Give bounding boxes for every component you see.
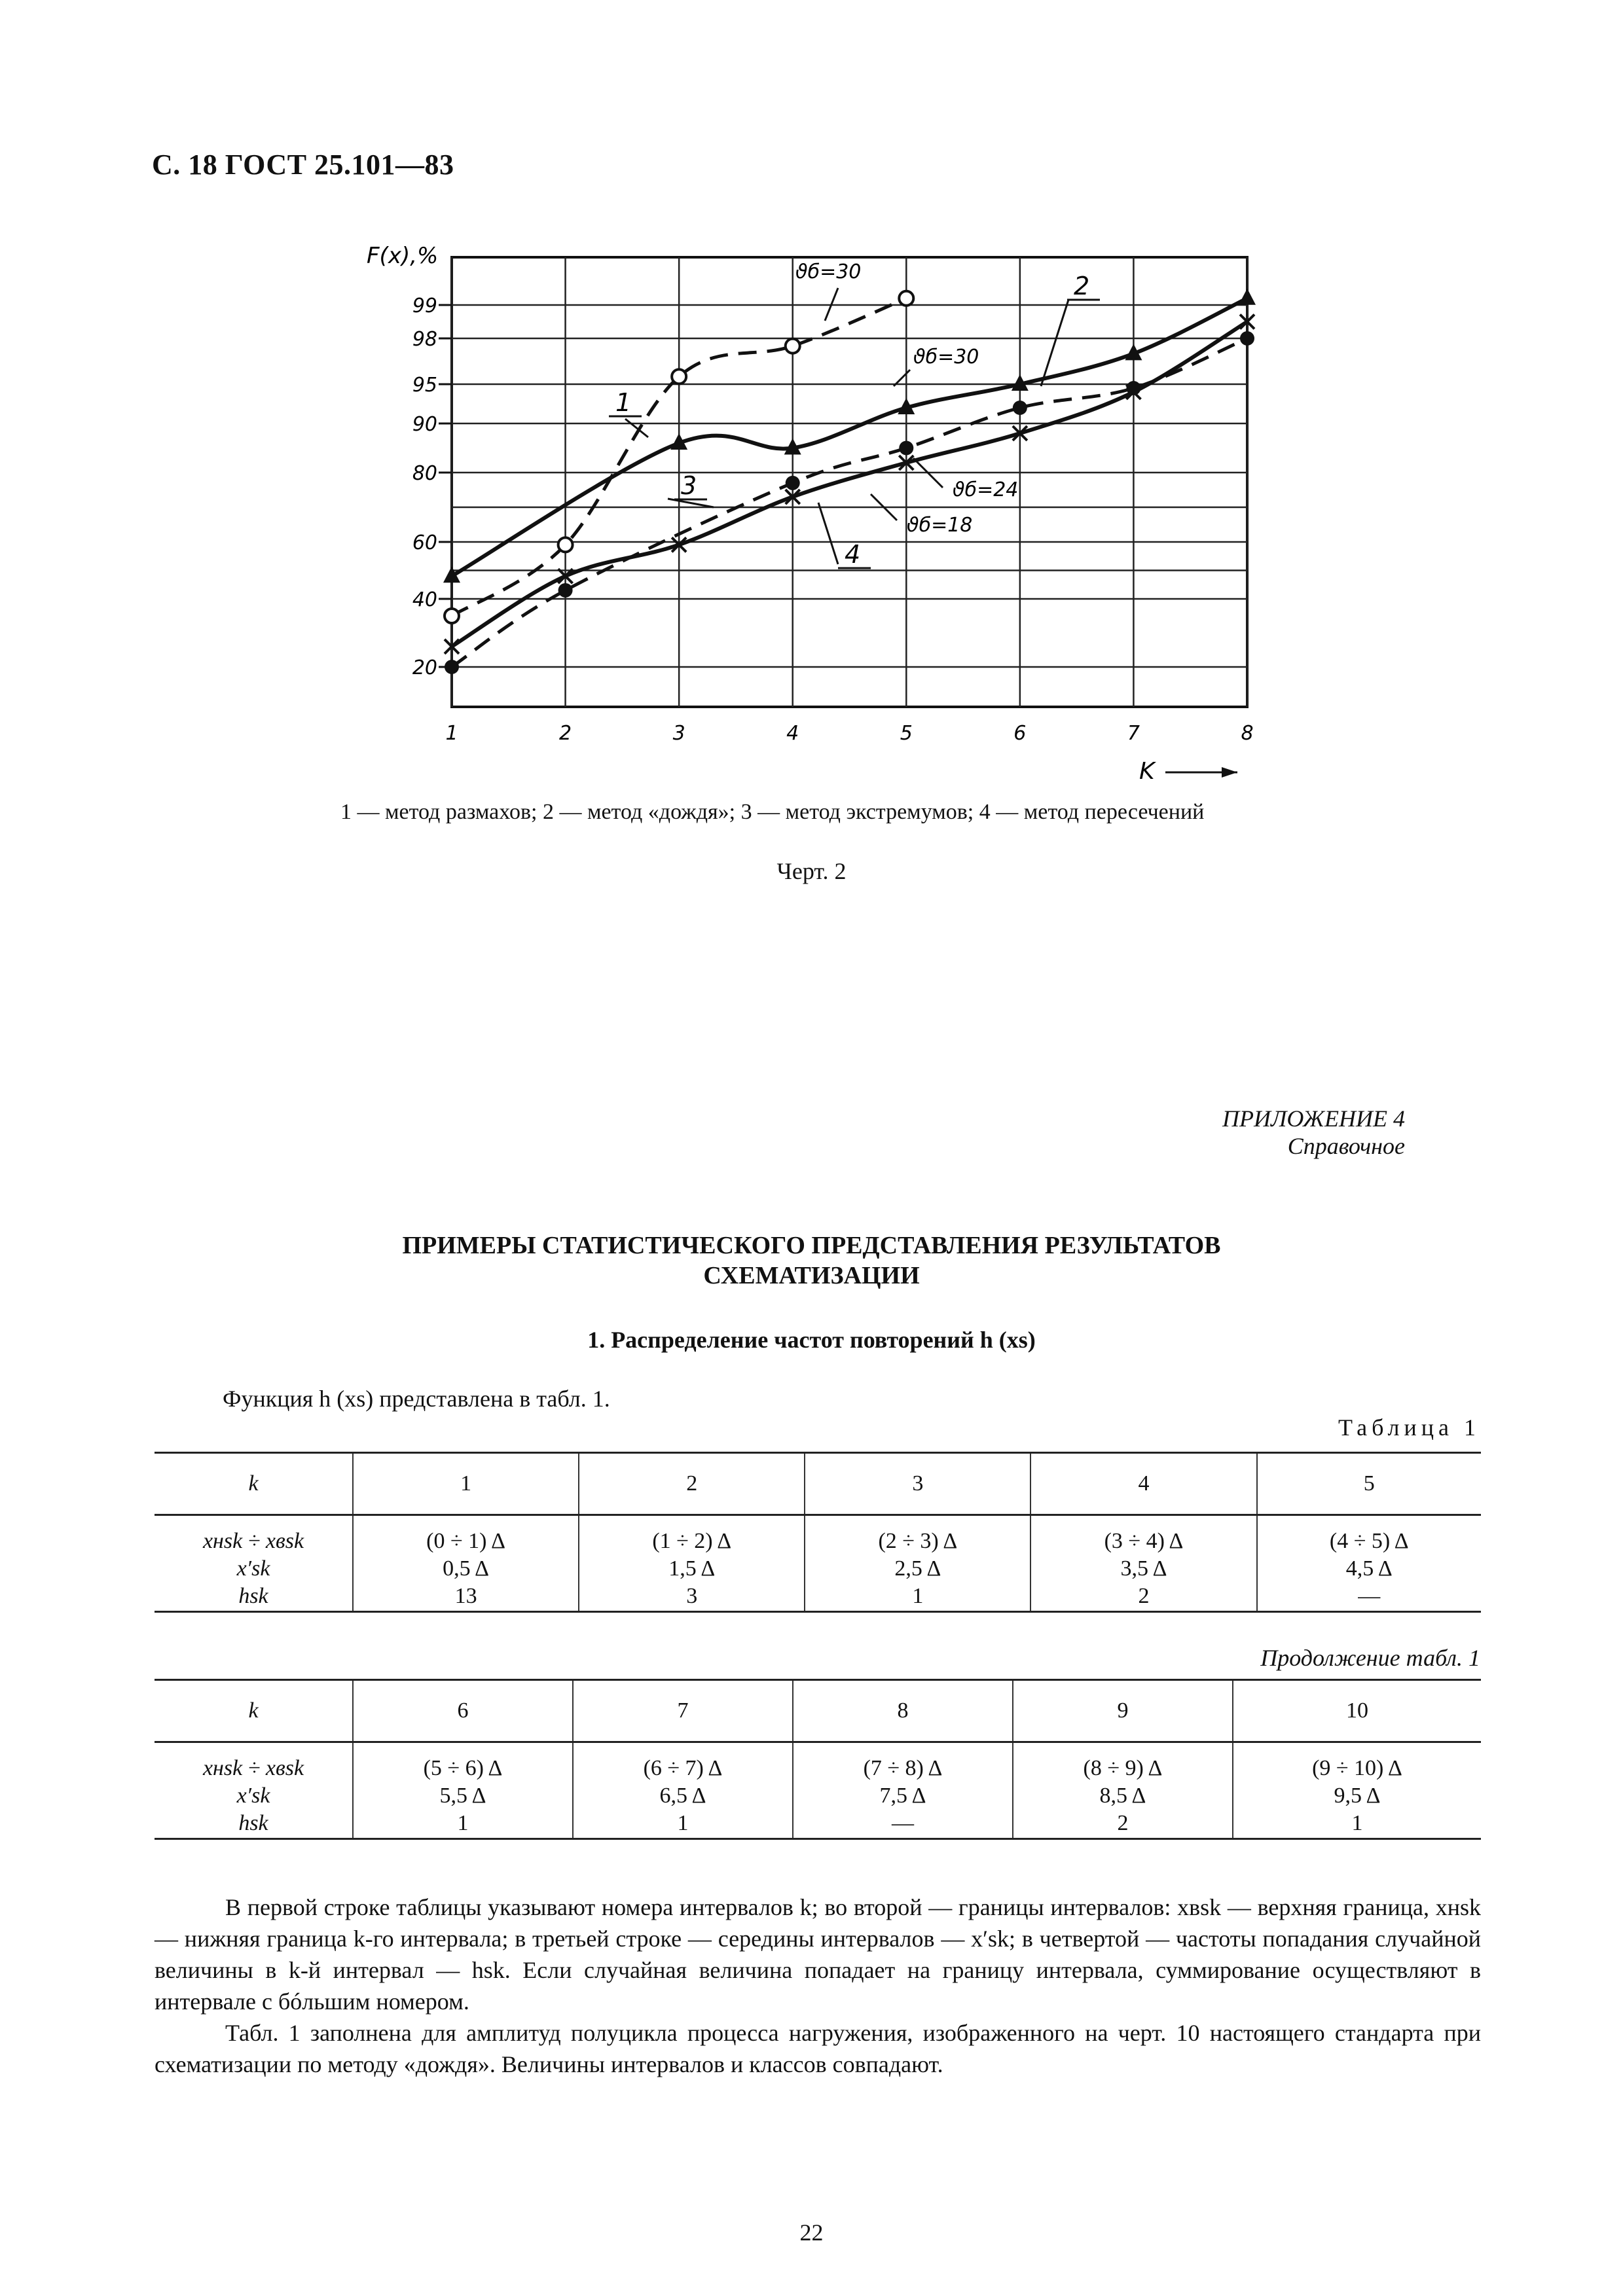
- cell-value: (9 ÷ 10) Δ: [1312, 1756, 1402, 1780]
- table-cell: [579, 1515, 805, 1612]
- y-tick-label: 95: [412, 374, 437, 397]
- table-header-cell: 9: [1013, 1680, 1233, 1742]
- table2: [155, 1679, 1481, 1840]
- section-title-line1: ПРИМЕРЫ СТАТИСТИЧЕСКОГО ПРЕДСТАВЛЕНИЯ РЕЗУЛЬТАТОВ: [402, 1232, 1221, 1259]
- point-filled-circle: [1240, 331, 1254, 346]
- appendix-title: [1222, 1105, 1405, 1160]
- body-text: [155, 1892, 1481, 2080]
- y-tick-label: 99: [412, 295, 437, 317]
- page-number: 22: [799, 2219, 824, 2246]
- y-tick-label: 80: [412, 462, 437, 485]
- cell-value: (0 ÷ 1) Δ: [426, 1529, 505, 1553]
- table-header-cell: 8: [793, 1680, 1013, 1742]
- appendix-number: ПРИЛОЖЕНИЕ 4: [1222, 1105, 1405, 1132]
- cell-value: 9,5 Δ: [1334, 1784, 1381, 1808]
- point-filled-circle: [558, 583, 573, 598]
- nu-annotation: ϑб=24: [953, 478, 1019, 501]
- table-header-cell: 1: [353, 1453, 579, 1515]
- y-tick-label: 90: [412, 413, 437, 436]
- y-tick-label: 98: [412, 328, 437, 351]
- cell-value: —: [891, 1811, 914, 1835]
- table1: [155, 1452, 1481, 1613]
- cell-value: 2: [1138, 1584, 1150, 1608]
- x-tick-label: 5: [900, 722, 913, 745]
- x-axis-label: K: [1139, 758, 1155, 785]
- cell-value: 1: [457, 1811, 469, 1835]
- cell-value: 7,5 Δ: [879, 1784, 926, 1808]
- table-header-cell: 4: [1030, 1453, 1256, 1515]
- point-open-circle: [899, 291, 913, 306]
- cell-value: —: [1358, 1584, 1381, 1608]
- point-filled-circle: [899, 441, 913, 456]
- cell-value: 13: [454, 1584, 477, 1608]
- series-curve: [452, 322, 1247, 647]
- table-cell: [1030, 1515, 1256, 1612]
- table-cell: [805, 1515, 1030, 1612]
- point-triangle: [1239, 289, 1256, 305]
- table-header-k: k: [155, 1453, 353, 1515]
- cell-value: 4,5 Δ: [1345, 1556, 1393, 1581]
- table-cell: [353, 1515, 579, 1612]
- table-cell: [573, 1742, 793, 1839]
- cell-value: 2: [1117, 1811, 1129, 1835]
- table-row-labels: [155, 1742, 353, 1839]
- table-cell: [793, 1742, 1013, 1839]
- point-open-circle: [445, 609, 459, 623]
- point-open-circle: [786, 339, 800, 353]
- y-tick-label: 40: [412, 588, 437, 611]
- cell-value: 1,5 Δ: [668, 1556, 716, 1581]
- cell-value: (3 ÷ 4) Δ: [1104, 1529, 1184, 1553]
- cell-value: 3,5 Δ: [1120, 1556, 1167, 1581]
- curve-label: 2: [1074, 272, 1090, 300]
- point-filled-circle: [1013, 401, 1027, 415]
- y-axis-label: F(x),%: [367, 243, 439, 269]
- cell-value: (5 ÷ 6) Δ: [423, 1756, 503, 1780]
- table-header-cell: 2: [579, 1453, 805, 1515]
- x-tick-label: 8: [1241, 722, 1254, 745]
- body-paragraph-1: В первой строке таблицы указывают номера интервалов k; во второй — границы интервалов: xвsk — верхняя граница, xнsk — нижняя граница k-го интервала; в третьей строке — середины интервалов — x′sk; в четвертой — частоты попадания случайной величины в k-й интервал — hsk. Если случайная величина попадает на границу интервала, суммирование осуществляют в интервале с бóльшим номером.: [155, 1894, 1481, 2015]
- nu-annotation: ϑб=30: [913, 346, 979, 368]
- series-curve: [452, 298, 1247, 576]
- x-tick-label: 2: [559, 722, 572, 745]
- table-cell: [1257, 1515, 1481, 1612]
- table-header-cell: 5: [1257, 1453, 1481, 1515]
- table-cell: [1013, 1742, 1233, 1839]
- curve-label: 3: [681, 471, 697, 500]
- chart-labels: [367, 243, 1254, 785]
- chart-curves: [452, 298, 1247, 667]
- subsection-title: 1. Распределение частот повторений h (xs): [587, 1327, 1036, 1353]
- table-header-k: k: [155, 1680, 353, 1742]
- x-axis-arrowhead: [1222, 767, 1237, 778]
- curve-label: 4: [845, 540, 861, 569]
- point-open-circle: [558, 537, 573, 552]
- point-filled-circle: [445, 660, 459, 674]
- table-header-cell: 7: [573, 1680, 793, 1742]
- nu-annotation: ϑб=18: [907, 514, 973, 537]
- point-open-circle: [672, 369, 686, 384]
- cell-value: 1: [912, 1584, 924, 1608]
- x-tick-label: 4: [786, 722, 799, 745]
- row-label: xнsk ÷ xвsk: [202, 1756, 304, 1780]
- body-paragraph-2: Табл. 1 заполнена для амплитуд полуцикла процесса нагружения, изображенного на черт. 10 настоящего стандарта при схематизации по методу «дождя». Величины интервалов и классов совпадают.: [155, 2020, 1481, 2077]
- cell-value: 3: [686, 1584, 698, 1608]
- table-cell: [353, 1742, 573, 1839]
- table-header-cell: 6: [353, 1680, 573, 1742]
- cell-value: (2 ÷ 3) Δ: [878, 1529, 958, 1553]
- row-label: x′sk: [236, 1556, 270, 1581]
- table2-label: Продолжение табл. 1: [1260, 1645, 1480, 1671]
- probability-chart: [0, 0, 1623, 785]
- cell-value: 1: [677, 1811, 689, 1835]
- curve-label: 1: [615, 388, 632, 417]
- point-filled-circle: [786, 476, 800, 490]
- curve-label-leader: [818, 503, 838, 564]
- cell-value: 8,5 Δ: [1099, 1784, 1146, 1808]
- y-tick-label: 60: [412, 531, 437, 554]
- x-tick-label: 1: [445, 722, 458, 745]
- cell-value: 2,5 Δ: [894, 1556, 941, 1581]
- page-header: С. 18 ГОСТ 25.101—83: [152, 149, 454, 181]
- appendix-subtitle: Справочное: [1287, 1133, 1405, 1159]
- nu-annotation: ϑб=30: [795, 260, 862, 283]
- section-title: [0, 1230, 1623, 1291]
- cell-value: 0,5 Δ: [443, 1556, 490, 1581]
- cell-value: (4 ÷ 5) Δ: [1329, 1529, 1409, 1553]
- x-tick-label: 6: [1013, 722, 1027, 745]
- row-label: hsk: [238, 1811, 268, 1835]
- cell-value: 6,5 Δ: [659, 1784, 706, 1808]
- row-label: xнsk ÷ xвsk: [202, 1529, 304, 1553]
- cell-value: (1 ÷ 2) Δ: [652, 1529, 732, 1553]
- intro-text: Функция h (xs) представлена в табл. 1.: [223, 1386, 610, 1412]
- table-row: [155, 1515, 1481, 1612]
- x-tick-label: 3: [672, 722, 685, 745]
- section-title-line2: СХЕМАТИЗАЦИИ: [703, 1262, 920, 1289]
- cell-value: (6 ÷ 7) Δ: [643, 1756, 723, 1780]
- y-tick-label: 20: [412, 656, 437, 679]
- x-tick-label: 7: [1127, 722, 1140, 745]
- cell-value: (8 ÷ 9) Δ: [1083, 1756, 1163, 1780]
- row-label: x′sk: [236, 1784, 270, 1808]
- cell-value: 1: [1351, 1811, 1363, 1835]
- table-row: [155, 1742, 1481, 1839]
- cell-value: (7 ÷ 8) Δ: [863, 1756, 943, 1780]
- chart-caption: Черт. 2: [776, 858, 847, 884]
- table-header-cell: 10: [1233, 1680, 1481, 1742]
- row-label: hsk: [238, 1584, 268, 1608]
- table-cell: [1233, 1742, 1481, 1839]
- table-row-labels: [155, 1515, 353, 1612]
- table1-label: Таблица 1: [1338, 1414, 1480, 1441]
- cell-value: 5,5 Δ: [439, 1784, 486, 1808]
- table-header-cell: 3: [805, 1453, 1030, 1515]
- chart-legend: 1 — метод размахов; 2 — метод «дождя»; 3 — метод экстремумов; 4 — метод пересечений: [340, 800, 1205, 824]
